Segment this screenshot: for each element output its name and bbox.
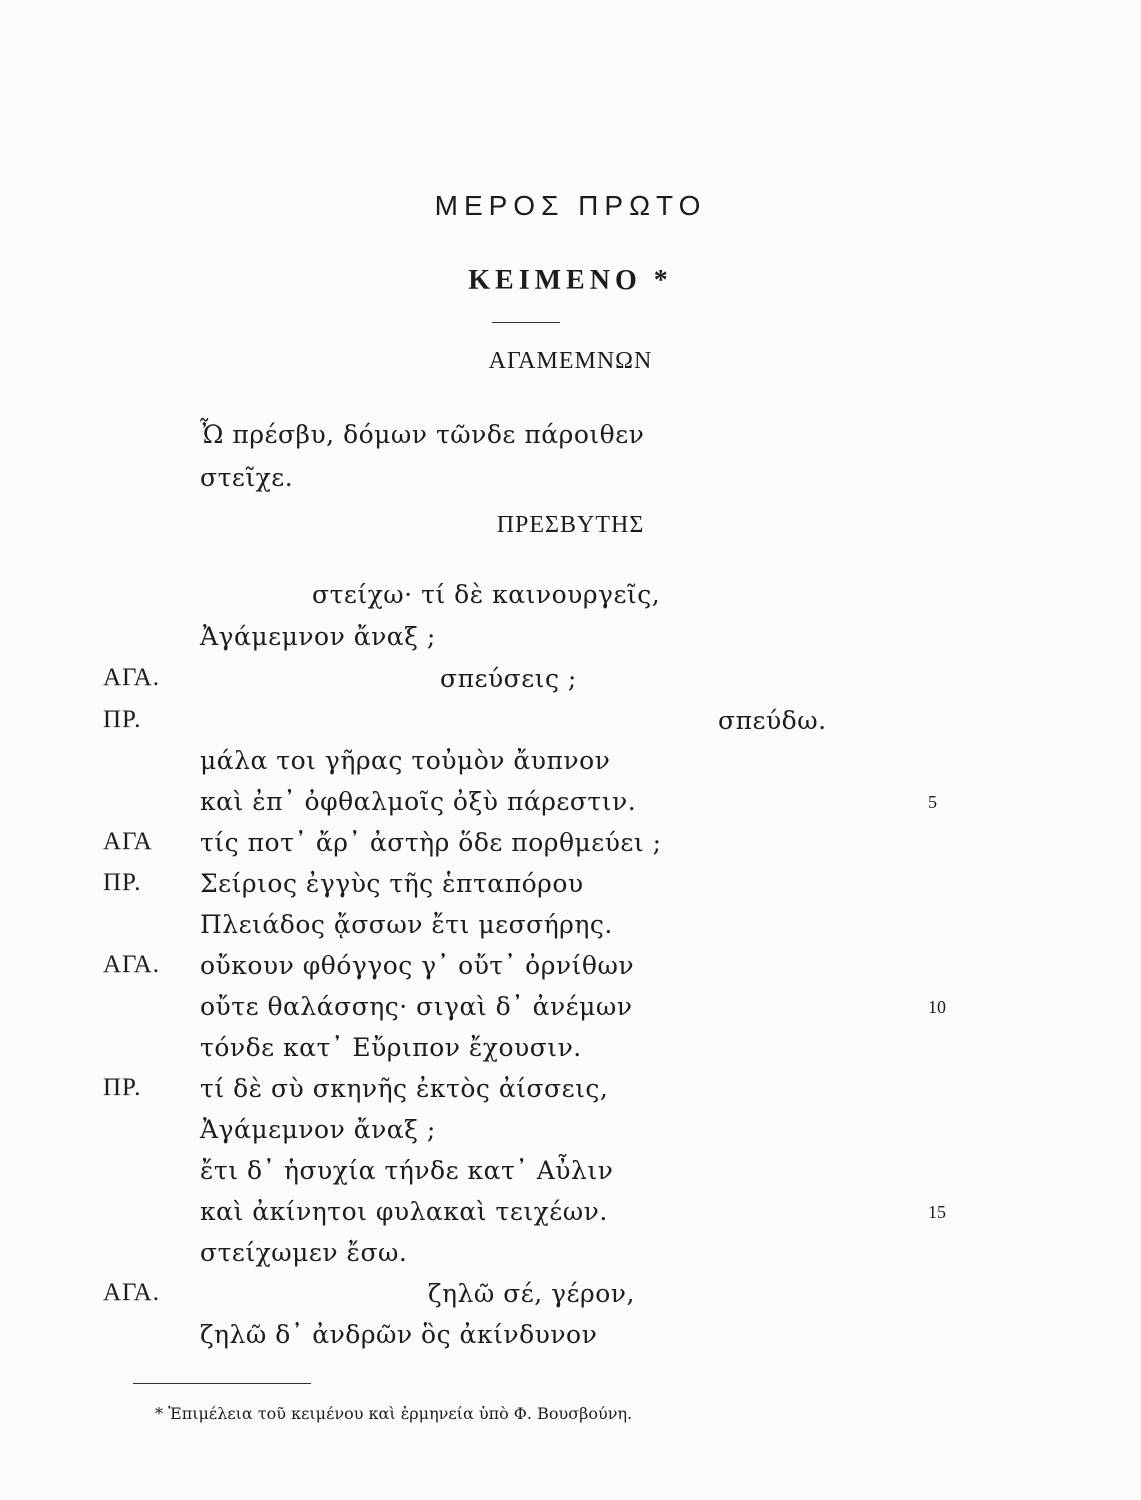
verse-line: στεῖχε.: [200, 463, 294, 492]
verse-line: Σείριος ἐγγὺς τῆς ἑπταπόρου: [200, 869, 584, 898]
speaker-heading-presbytis: ΠΡΕΣΒΥΤΗΣ: [496, 512, 645, 538]
verse-line: οὔκουν φθόγγος γ᾽ οὔτ᾽ ὀρνίθων: [200, 951, 635, 980]
verse-line: ζηλῶ δ᾽ ἀνδρῶν ὃς ἀκίνδυνον: [200, 1320, 598, 1349]
verse-line: Ἀγάμεμνον ἄναξ ;: [200, 1115, 436, 1144]
verse-line: ἔτι δ᾽ ἡσυχία τήνδε κατ᾽ Αὖλιν: [200, 1156, 614, 1185]
speaker-label: ΠΡ.: [103, 1074, 142, 1101]
verse-line: μάλα τοι γῆρας τοὐμὸν ἄυπνον: [200, 746, 611, 775]
verse-line: Ὦ πρέσβυ, δόμων τῶνδε πάροιθεν: [200, 420, 645, 449]
line-number: 15: [928, 1202, 946, 1222]
verse-line: στείχωμεν ἔσω.: [200, 1238, 408, 1267]
section-title: ΜΕΡΟΣ ΠΡΩΤΟ: [434, 190, 707, 221]
speaker-label: ΑΓΑ.: [103, 664, 160, 691]
title-rule: [492, 322, 560, 323]
line-number: 10: [928, 997, 946, 1017]
verse-line: τίς ποτ᾽ ἄρ᾽ ἀστὴρ ὅδε πορθμεύει ;: [200, 828, 662, 857]
sub-title: ΚΕΙΜΕΝΟ *: [468, 265, 673, 296]
speaker-label: ΑΓΑ.: [103, 1279, 160, 1306]
footnote: * Ἐπιμέλεια τοῦ κειμένου καὶ ἑρμηνεία ὑπὸ Φ. Βουσβούνη.: [155, 1404, 633, 1423]
speaker-label: ΑΓΑ: [103, 828, 153, 855]
verse-line: σπεύδω.: [718, 706, 827, 735]
verse-line: οὔτε θαλάσσης· σιγαὶ δ᾽ ἀνέμων: [200, 992, 633, 1021]
verse-line: Ἀγάμεμνον ἄναξ ;: [200, 622, 436, 651]
line-number: 5: [928, 792, 937, 812]
verse-line: καὶ ἐπ᾽ ὀφθαλμοῖς ὀξὺ πάρεστιν.: [200, 787, 637, 816]
speaker-heading-agamemnon: ΑΓΑΜΕΜΝΩΝ: [488, 348, 653, 374]
verse-line: Πλειάδος ᾄσσων ἔτι μεσσήρης.: [200, 910, 613, 939]
verse-line: καὶ ἀκίνητοι φυλακαὶ τειχέων.: [200, 1197, 608, 1226]
verse-line: στείχω· τί δὲ καινουργεῖς,: [312, 580, 661, 609]
footnote-rule: [133, 1383, 311, 1384]
verse-line: τόνδε κατ᾽ Εὔριπον ἔχουσιν.: [200, 1033, 582, 1062]
verse-line: ζηλῶ σέ, γέρον,: [428, 1279, 635, 1308]
verse-line: τί δὲ σὺ σκηνῆς ἐκτὸς ἀίσσεις,: [200, 1074, 609, 1103]
verse-line: σπεύσεις ;: [440, 664, 577, 693]
speaker-label: ΑΓΑ.: [103, 951, 160, 978]
speaker-label: ΠΡ.: [103, 706, 142, 733]
speaker-label: ΠΡ.: [103, 869, 142, 896]
